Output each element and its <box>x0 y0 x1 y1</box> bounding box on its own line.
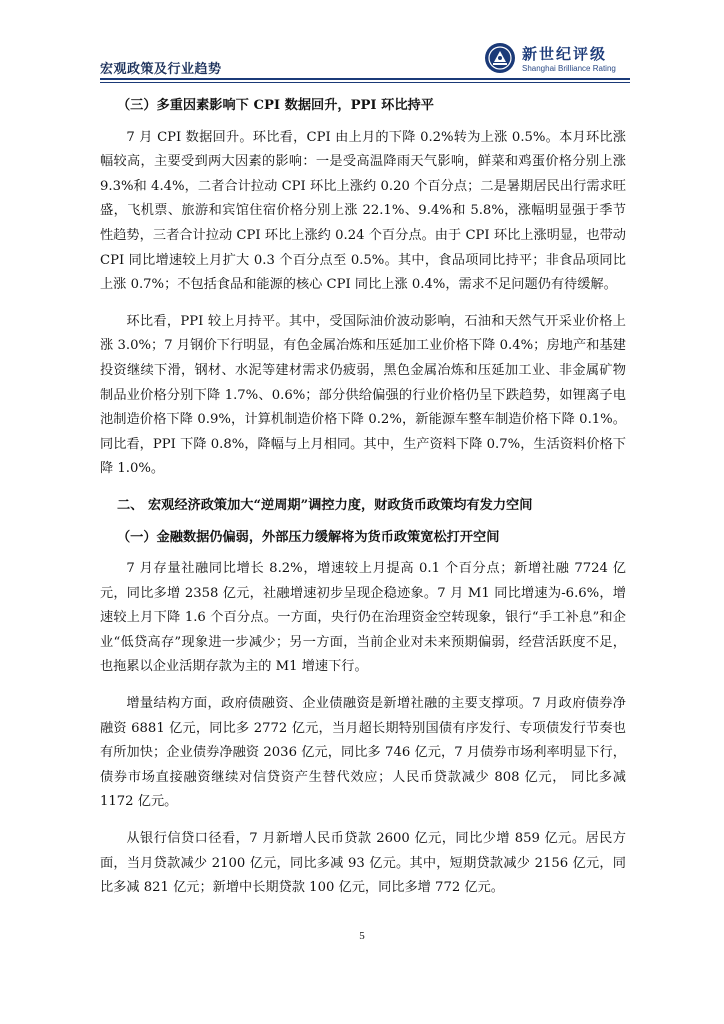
brand-logo <box>484 40 634 80</box>
logo-name: 新世纪评级 <box>522 45 608 63</box>
brilliance-logo-icon <box>484 42 516 74</box>
header-title: 宏观政策及行业趋势 <box>100 62 222 77</box>
section-heading-finance: （一）金融数据仍偏弱，外部压力缓解将为货币政策宽松打开空间 <box>117 529 500 545</box>
paragraph-bank-loans: 从银行信贷口径看，7 月新增人民币贷款 2600 亿元，同比少增 859 亿元。居民方面，当月贷款减少 2100 亿元，同比多减 93 亿元。其中，短期贷款减少 2156 亿元，同比多减 821 亿元；新增中长期贷款 100 亿元，同比多增 772 亿元。 <box>100 831 626 896</box>
document-body <box>100 94 626 913</box>
header-rule-thin <box>100 82 630 83</box>
paragraph-cpi: 7 月 CPI 数据回升。环比看，CPI 由上月的下降 0.2%转为上涨 0.5%。本月环比涨幅较高，主要受到两大因素的影响：一是受高温降雨天气影响，鲜菜和鸡蛋价格分别上涨 9.3%和 4.4%，二者合计拉动 CPI 环比上涨约 0.20 个百分点；二是暑期居民出行需求旺盛，飞机票、旅游和宾馆住宿价格分别上涨 22.1%、9.4%和 5.8%，涨幅明显强于季节性趋势，三者合计拉动 CPI 环比上涨约 0.24 个百分点。由于 CPI 环比上涨明显，也带动 CPI 同比增速较上月扩大 0.3 个百分点至 0.5%。其中，食品项同比持平；非食品项同比上涨 0.7%；不包括食品和能源的核心 CPI 同比上涨 0.4%，需求不足问题仍有待缓解。 <box>100 129 626 293</box>
page-number: 5 <box>359 930 365 942</box>
paragraph-financing-structure: 增量结构方面，政府债融资、企业债融资是新增社融的主要支撑项。7 月政府债券净融资 6881 亿元，同比多 2772 亿元，当月超长期特别国债有序发行、专项债发行节奏也有所加快；企业债券净融资 2036 亿元，同比多 746 亿元，7 月债券市场利率明显下行，债券市场直接融资继续对信贷资产生替代效应；人民币贷款减少 808 亿元， 同比多减 1172 亿元。 <box>100 696 626 810</box>
part-heading-macro-policy: 二、 宏观经济政策加大“逆周期”调控力度，财政货币政策均有发力空间 <box>117 497 533 513</box>
paragraph-ppi: 环比看，PPI 较上月持平。其中，受国际油价波动影响，石油和天然气开采业价格上涨 3.0%；7 月钢价下行明显，有色金属冶炼和压延加工业价格下降 0.4%；房地产和基建投资继续下滑，钢材、水泥等建材需求仍疲弱，黑色金属冶炼和压延加工业、非金属矿物制品业价格分别下降 1.7%、0.6%；部分供给偏强的行业价格仍呈下跌趋势，如锂离子电池制造价格下降 0.9%，计算机制造价格下降 0.2%，新能源车整车制造价格下降 0.1%。同比看，PPI 下降 0.8%，降幅与上月相同。其中，生产资料下降 0.7%，生活资料价格下降 1.0%。 <box>100 313 626 477</box>
section-heading-cpi-ppi: （三）多重因素影响下 CPI 数据回升，PPI 环比持平 <box>117 98 434 113</box>
paragraph-social-financing: 7 月存量社融同比增长 8.2%，增速较上月提高 0.1 个百分点；新增社融 7724 亿元，同比多增 2358 亿元，社融增速初步呈现企稳迹象。7 月 M1 同比增速为-6.6%，增速较上月下降 1.6 个百分点。一方面，央行仍在治理资金空转现象，银行“手工补息”和企业“低贷高存”现象进一步减少；另一方面，当前企业对未来预期偏弱，经营活跃度不足，也拖累以企业活期存款为主的 M1 增速下行。 <box>100 561 626 675</box>
logo-english-name: Shanghai Brilliance Rating <box>522 64 616 73</box>
header-rule <box>100 78 630 80</box>
